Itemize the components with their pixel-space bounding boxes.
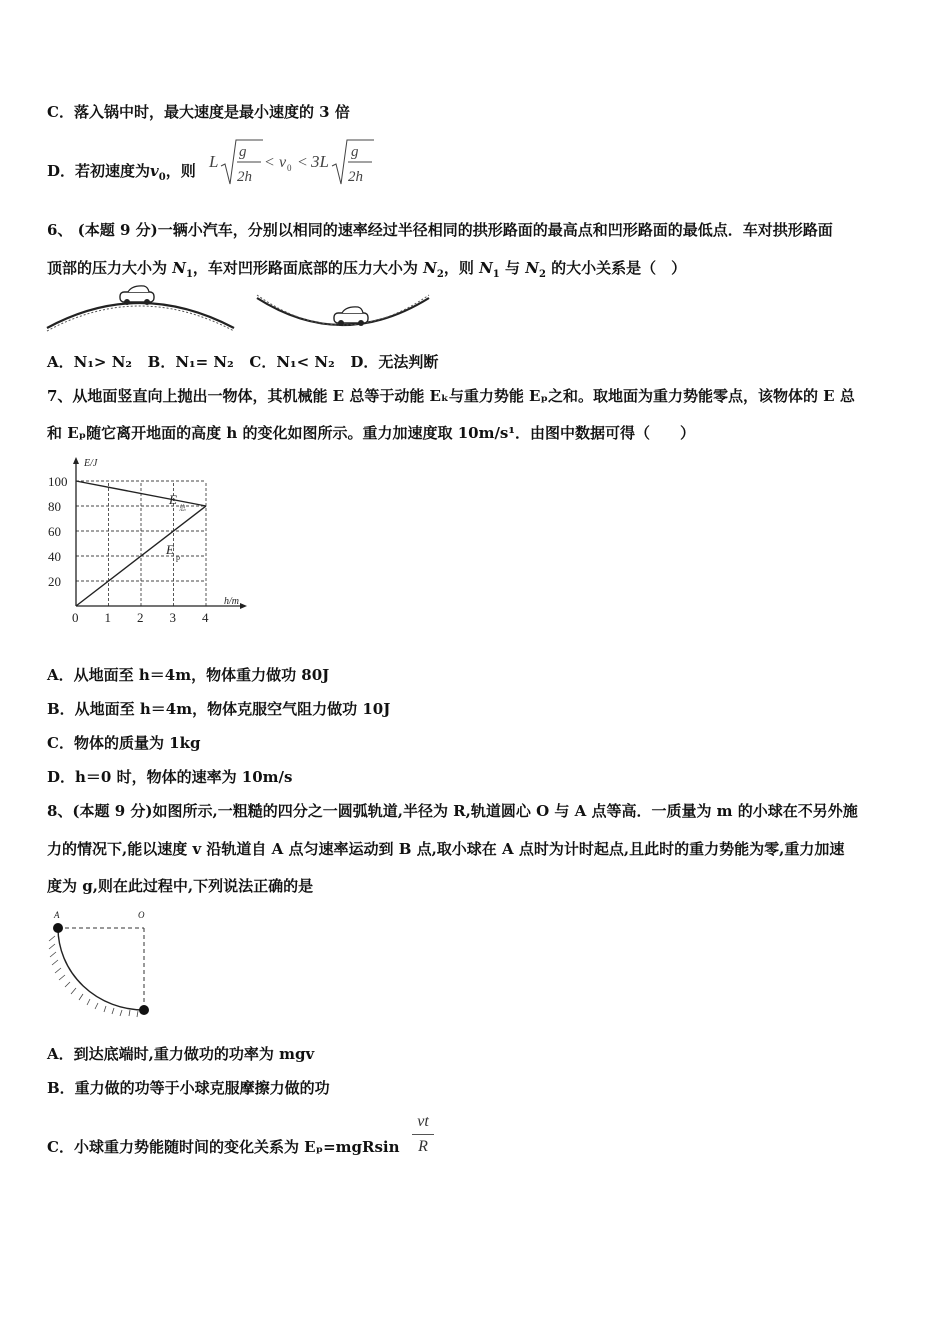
q8-option-c-fraction — [412, 1112, 434, 1157]
q8-stem-line1: 8、(本题 9 分)如图所示,一粗糙的四分之一圆弧轨道,半径为 R,轨道圆心 O 与 A 点等高．一质量为 m 的小球在不另外施 — [47, 802, 858, 820]
series-label-etotal-sub: 总 — [179, 504, 186, 512]
series-label-ep-sub: p — [176, 553, 180, 562]
svg-text:L: L — [209, 152, 219, 171]
svg-text:g: g — [239, 144, 247, 160]
y-tick-label: 80 — [48, 499, 61, 514]
chart-grid — [76, 481, 206, 606]
q7-option-d: D．h＝0 时，物体的速率为 10m/s — [47, 768, 293, 786]
quarter-arc-track-figure — [40, 906, 160, 1024]
y-tick-label: 100 — [48, 474, 68, 489]
label-a: A — [54, 910, 60, 920]
y-tick-label: 60 — [48, 524, 61, 539]
fraction-denominator: R — [418, 1138, 428, 1155]
svg-text:2h: 2h — [237, 169, 252, 185]
x-tick-label: 2 — [137, 610, 144, 625]
svg-text:3L: 3L — [311, 152, 329, 171]
q6-options — [47, 352, 438, 372]
q7-option-b: B．从地面至 h＝4m，物体克服空气阻力做功 10J — [47, 700, 391, 718]
x-tick-label: 1 — [104, 610, 111, 625]
ball-at-a — [53, 923, 63, 933]
svg-text:0: 0 — [287, 163, 292, 173]
q8-stem-line3: 度为 g,则在此过程中,下列说法正确的是 — [47, 877, 314, 895]
point-b — [139, 1005, 149, 1015]
y-axis-label: E/J — [84, 458, 98, 469]
q6-stem-line1: 6、 (本题 9 分)一辆小汽车，分别以相同的速率经过半径相同的拱形路面的最高点和凹形路面的最低点．车对拱形路面 — [47, 221, 833, 239]
track-hatching — [49, 936, 138, 1017]
convex-road-figure — [44, 284, 244, 334]
q6-option-a: A．N₁> N₂ — [47, 353, 132, 371]
q7-stem-line2: 和 Eₚ随它离开地面的高度 h 的变化如图所示。重力加速度取 10m/s¹．由图中数据可得（ ） — [47, 424, 695, 442]
q5-option-c: C．落入锅中时，最大速度是最小速度的 3 倍 — [47, 103, 350, 121]
q8-option-a: A．到达底端时,重力做功的功率为 mgv — [47, 1045, 315, 1063]
series-label-etotal: E — [169, 492, 177, 507]
q6-option-b: B．N₁= N₂ — [147, 353, 234, 371]
series-label-ep: E — [166, 542, 174, 557]
q5-option-d: D．若初速度为$v_0$，则 — [47, 162, 196, 183]
svg-text:v: v — [279, 154, 287, 171]
fraction-bar — [412, 1134, 434, 1135]
x-axis-arrow — [240, 603, 247, 609]
q7-option-a: A．从地面至 h＝4m，物体重力做功 80J — [47, 666, 330, 684]
y-tick-label: 40 — [48, 549, 61, 564]
concave-road-figure — [254, 292, 434, 337]
y-axis-arrow — [73, 457, 79, 464]
svg-text:<: < — [298, 154, 308, 171]
energy-height-chart — [44, 456, 254, 632]
x-axis-label: h/m — [224, 596, 239, 607]
x-tick-label: 0 — [72, 610, 79, 625]
q7-stem-line1: 7、从地面竖直向上抛出一物体，其机械能 E 总等于动能 Eₖ与重力势能 Eₚ之和。取地面为重力势能零点，该物体的 E 总 — [47, 387, 855, 405]
q6-stem-line2: 顶部的压力大小为 $N_1$，车对凹形路面底部的压力大小为 $N_2$，则 $N_1$ 与 $N_2$ 的大小关系是（ ） — [47, 259, 687, 280]
q6-option-d: D．无法判断 — [350, 353, 439, 371]
q6-option-c: C．N₁< N₂ — [249, 353, 335, 371]
q7-option-c: C．物体的质量为 1kg — [47, 734, 201, 752]
label-o: O — [138, 910, 145, 920]
q8-option-b: B．重力做的功等于小球克服摩擦力做的功 — [47, 1079, 330, 1097]
x-tick-label: 3 — [169, 610, 176, 625]
svg-text:2h: 2h — [348, 169, 363, 185]
svg-text:g: g — [351, 144, 359, 160]
q8-stem-line2: 力的情况下,能以速度 v 沿轨道自 A 点匀速率运动到 B 点,取小球在 A 点时为计时起点,且此时的重力势能为零,重力加速 — [47, 840, 845, 858]
svg-text:<: < — [265, 154, 275, 171]
x-tick-label: 4 — [202, 610, 209, 625]
q8-option-c: C．小球重力势能随时间的变化关系为 Eₚ=mgRsin — [47, 1138, 400, 1156]
car-icon — [334, 307, 368, 326]
car-icon — [120, 286, 154, 305]
q5-inequality-formula — [205, 134, 380, 190]
fraction-numerator: vt — [417, 1113, 429, 1130]
arc-track — [58, 928, 144, 1010]
y-tick-label: 20 — [48, 574, 61, 589]
